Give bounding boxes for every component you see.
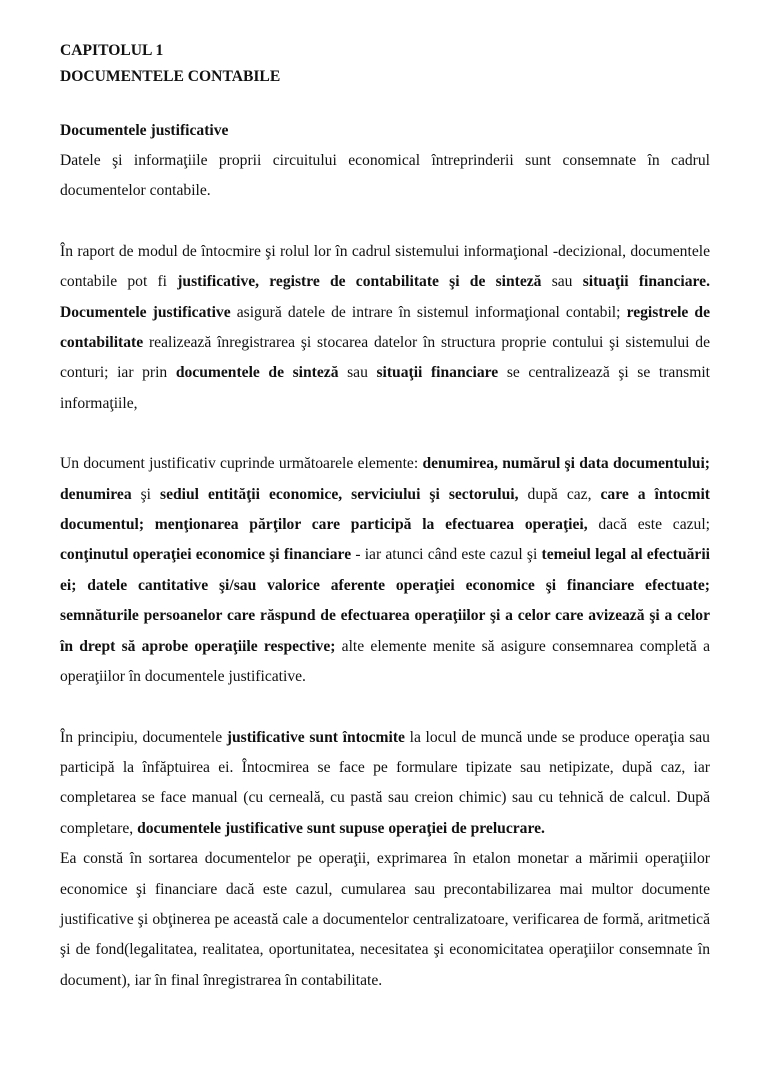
text-run: dacă este cazul;	[587, 516, 710, 534]
spacer	[60, 419, 710, 449]
bold-text-run: sediul entităţii economice, serviciului şi sectorului,	[160, 485, 519, 503]
chapter-number: CAPITOLUL 1	[60, 42, 164, 59]
text-run: sau	[338, 364, 377, 382]
text-run: realizează înregistrarea şi stocarea datelor în structura proprie contului şi sistemului de conturi; iar prin	[60, 334, 710, 382]
bold-text-run: documentele justificative sunt supuse operaţiei de prelucrare.	[137, 819, 545, 837]
paragraph-document-preparation	[60, 723, 710, 845]
paragraph-document-elements	[60, 449, 710, 692]
text-run: asigură datele de intrare în sistemul informaţional contabil;	[230, 303, 627, 321]
spacer	[60, 90, 710, 116]
text-run: Ea constă în sortarea documentelor pe operaţii, exprimarea în etalon monetar a mărimii operaţiilor economice şi financiare dacă este cazul, cumularea sau precontabilizarea mai multor documente justificative şi obţinerea pe această cale a documentelor centralizatoare, verificarea de formă, aritmetică şi de fond(legalitatea, realitatea, oportunitatea, necesitatea şi economicitatea operaţiilor consemnate în document), iar în final înregistrarea în contabilitate.	[60, 850, 710, 989]
spacer	[60, 207, 710, 237]
text-run: şi	[131, 485, 161, 503]
bold-text-run: situaţii financiare. Documentele justificative	[60, 273, 710, 321]
paragraph-document-processing	[60, 844, 710, 996]
text-run: după caz,	[518, 485, 601, 503]
text-run: În principiu, documentele	[60, 728, 227, 746]
bold-text-run: justificative sunt întocmite	[226, 728, 405, 746]
text-run: Un document justificativ cuprinde următoarele elemente:	[60, 455, 423, 473]
bold-text-run: documentele de sinteză	[175, 364, 339, 382]
text-run: se centralizează şi se transmit informaţiile,	[60, 364, 710, 412]
bold-text-run: temeiul legal al efectuării ei; datele cantitative şi/sau valorice aferente operaţiei economice şi financiare efectuate; semnăturile persoanelor care răspund de efectuarea operaţiilor şi a celor care avizează şi a celor în drept să aprobe operaţiile respective;	[60, 546, 710, 655]
paragraph-document-types	[60, 237, 710, 419]
section-title: Documentele justificative	[60, 122, 229, 139]
bold-text-run: conţinutul operaţiei economice şi financiare	[60, 546, 352, 564]
text-run: sau	[541, 273, 583, 291]
text-run: la locul de muncă unde se produce operaţia sau participă la înfăptuirea ei. Întocmirea se face pe formulare tipizate sau netipizate, după caz, iar completarea se face manual (cu cerneală, cu pastă sau creion chimic) sau cu tehnică de calcul. După completare,	[60, 728, 710, 837]
bold-text-run: denumirea, numărul şi data documentului; denumirea	[60, 455, 710, 503]
chapter-title: DOCUMENTELE CONTABILE	[60, 68, 281, 85]
text-run: În raport de modul de întocmire şi rolul lor în cadrul sistemului informaţional -decizional, documentele contabile pot fi	[60, 242, 710, 291]
bold-text-run: registrele de contabilitate	[60, 303, 710, 352]
bold-text-run: situaţii financiare	[376, 364, 499, 382]
spacer	[60, 693, 710, 723]
bold-text-run: justificative, registre de contabilitate şi de sinteză	[177, 273, 542, 291]
text-run: alte elemente menite să asigure consemnarea completă a operaţiilor în documentele justificative.	[60, 637, 710, 686]
text-run: Datele şi informaţiile proprii circuitului economical întreprinderii sunt consemnate în cadrul documentelor contabile.	[60, 152, 710, 200]
bold-text-run: care a întocmit documentul; menţionarea părţilor care participă la efectuarea operaţiei,	[60, 485, 710, 534]
text-run: - iar atunci când este cazul şi	[351, 546, 542, 564]
paragraph-intro	[60, 146, 710, 207]
